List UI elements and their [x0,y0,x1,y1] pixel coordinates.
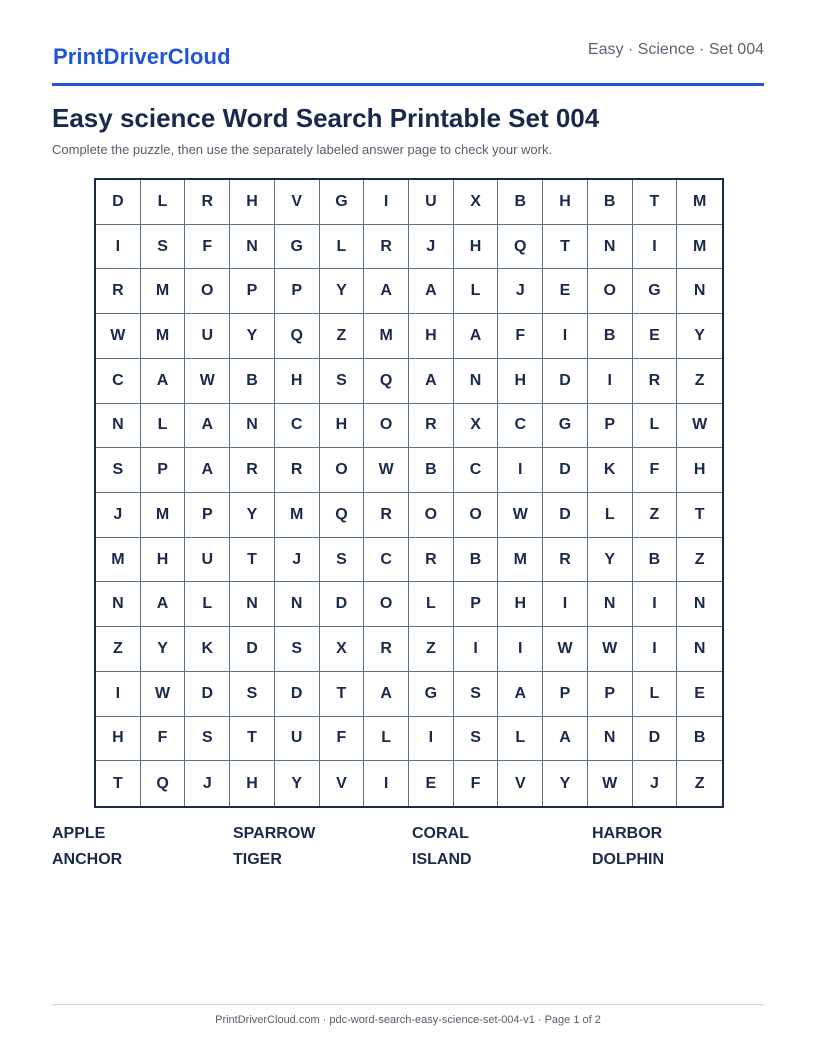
grid-cell: C [498,404,543,449]
grid-cell: R [409,538,454,583]
page-footer: PrintDriverCloud.com · pdc-word-search-easy-science-set-004-v1 · Page 1 of 2 [215,1014,601,1026]
grid-cell: N [230,404,275,449]
grid-cell: M [141,269,186,314]
grid-cell: U [185,538,230,583]
word-list-item: SPARROW [233,825,316,842]
grid-cell: W [185,359,230,404]
grid-cell: Q [141,761,186,806]
grid-cell: O [320,448,365,493]
grid-cell: S [96,448,141,493]
grid-cell: E [409,761,454,806]
grid-cell: C [364,538,409,583]
grid-cell: T [677,493,722,538]
grid-cell: A [543,717,588,762]
grid-cell: T [320,672,365,717]
grid-cell: M [677,180,722,225]
grid-cell: J [409,225,454,270]
word-list-item: CORAL [412,825,469,842]
grid-cell: O [364,582,409,627]
grid-cell: M [677,225,722,270]
grid-cell: L [141,404,186,449]
grid-cell: N [230,582,275,627]
grid-cell: K [185,627,230,672]
grid-cell: Y [230,314,275,359]
brand-logo: PrintDriverCloud [53,44,231,69]
grid-cell: A [454,314,499,359]
grid-cell: R [364,225,409,270]
word-list-item: APPLE [52,825,106,842]
grid-cell: I [543,582,588,627]
grid-cell: W [141,672,186,717]
grid-cell: N [230,225,275,270]
grid-cell: P [185,493,230,538]
grid-cell: S [320,538,365,583]
grid-cell: A [141,582,186,627]
grid-cell: R [364,627,409,672]
grid-cell: N [588,225,633,270]
grid-cell: Z [694,774,705,792]
grid-cell: D [185,672,230,717]
grid-cell: M [498,538,543,583]
grid-cell: I [498,448,543,493]
grid-cell: A [185,404,230,449]
grid-cell: H [543,180,588,225]
grid-cell: A [185,448,230,493]
grid-cell: I [409,717,454,762]
grid-cell: S [230,672,275,717]
word-list-item: DOLPHIN [592,851,664,868]
grid-cell: B [588,180,633,225]
grid-cell: L [141,180,186,225]
grid-cell: Y [543,761,588,806]
grid-cell: J [633,761,678,806]
grid-cell: R [230,448,275,493]
page-title: Easy science Word Search Printable Set 004 [52,103,600,133]
grid-cell: Z [96,627,141,672]
word-search-grid [94,178,724,808]
grid-cell: W [543,627,588,672]
grid-cell: T [96,761,141,806]
grid-cell: B [230,359,275,404]
grid-cell: L [633,404,678,449]
grid-cell: F [141,717,186,762]
grid-cell: F [185,225,230,270]
grid-cell: H [454,225,499,270]
grid-cell: H [320,404,365,449]
grid-cell: I [633,582,678,627]
grid-cell: I [588,359,633,404]
grid-cell: F [320,717,365,762]
grid-cell: P [141,448,186,493]
grid-cell: H [141,538,186,583]
grid-cell: R [543,538,588,583]
grid-cell: Y [320,269,365,314]
grid-cell: E [677,672,722,717]
grid-cell: J [275,538,320,583]
grid-cell: H [230,761,275,806]
grid-cell: D [543,448,588,493]
grid-cell: N [677,627,722,672]
grid-cell: O [185,269,230,314]
grid-cell: I [633,225,678,270]
grid-cell: S [320,359,365,404]
grid-cell: K [588,448,633,493]
grid-cell: R [185,180,230,225]
grid-cell: Y [230,493,275,538]
grid-cell: I [498,627,543,672]
grid-cell: E [633,314,678,359]
grid-cell: I [364,761,409,806]
grid-cell: D [96,180,141,225]
grid-cell: L [185,582,230,627]
grid-cell: C [96,359,141,404]
grid-cell: Z [677,359,722,404]
grid-cell: X [454,404,499,449]
grid-cell: L [454,269,499,314]
grid-cell: D [230,627,275,672]
grid-cell: Y [677,314,722,359]
grid-cell: B [633,538,678,583]
grid-cell: N [588,582,633,627]
grid-cell: D [320,582,365,627]
grid-cell: I [633,627,678,672]
grid-cell: Z [409,627,454,672]
grid-cell: I [96,672,141,717]
grid-cell: M [141,314,186,359]
grid-cell: G [633,269,678,314]
grid-cell: P [454,582,499,627]
grid-cell: R [409,404,454,449]
grid-cell: H [230,180,275,225]
grid-cell: R [364,493,409,538]
grid-cell: V [498,761,543,806]
grid-cell: B [677,717,722,762]
grid-cell: Q [498,225,543,270]
grid-cell: L [498,717,543,762]
grid-cell: W [588,627,633,672]
grid-cell: N [454,359,499,404]
grid-cell: W [677,404,722,449]
grid-cell: M [141,493,186,538]
grid-cell: T [633,180,678,225]
grid-cell: E [543,269,588,314]
word-list-item: TIGER [233,851,282,868]
grid-cell: G [409,672,454,717]
grid-cell: A [409,269,454,314]
grid-cell: C [454,448,499,493]
grid-cell: H [275,359,320,404]
grid-cell: W [498,493,543,538]
grid-cell: H [96,717,141,762]
breadcrumb: Easy · Science · Set 004 [587,41,764,58]
grid-cell: Y [275,761,320,806]
grid-cell: A [409,359,454,404]
grid-cell: Y [588,538,633,583]
grid-cell: R [633,359,678,404]
grid-cell: R [275,448,320,493]
grid-cell: I [454,627,499,672]
grid-cell: F [454,761,499,806]
header-divider [52,83,764,86]
grid-cell: B [409,448,454,493]
grid-cell: P [275,269,320,314]
grid-cell: Z [633,493,678,538]
grid-cell: W [588,761,633,806]
grid-cell: A [141,359,186,404]
grid-cell: V [320,761,365,806]
grid-cell: P [588,672,633,717]
grid-cell: N [588,717,633,762]
word-list-item: ANCHOR [52,851,123,868]
grid-cell: N [96,404,141,449]
grid-cell: H [409,314,454,359]
grid-cell: M [96,538,141,583]
grid-cell: N [677,582,722,627]
grid-cell: L [633,672,678,717]
grid-cell: Q [275,314,320,359]
grid-cell: I [96,225,141,270]
grid-cell: Z [677,538,722,583]
page-subtitle: Complete the puzzle, then use the separately labeled answer page to check your work. [52,142,553,157]
grid-cell: X [454,180,499,225]
grid-cell: G [275,225,320,270]
grid-cell: Z [320,314,365,359]
grid-cell: N [275,582,320,627]
grid-cell: U [185,314,230,359]
grid-cell: H [498,582,543,627]
grid-cell: S [185,717,230,762]
grid-cell: J [185,761,230,806]
grid-cell: B [498,180,543,225]
grid-cell: O [588,269,633,314]
grid-cell: F [633,448,678,493]
grid-cell: V [275,180,320,225]
grid-cell: P [543,672,588,717]
grid-cell: D [633,717,678,762]
grid-cell: Y [141,627,186,672]
grid-cell: F [498,314,543,359]
word-list [52,825,772,869]
grid-cell: G [320,180,365,225]
grid-cell: Q [364,359,409,404]
grid-cell: G [543,404,588,449]
grid-cell: O [454,493,499,538]
grid-cell: H [677,448,722,493]
grid-cell: P [588,404,633,449]
grid-cell: M [275,493,320,538]
grid-cell: A [364,672,409,717]
grid-cell: L [409,582,454,627]
grid-cell: D [543,493,588,538]
grid-cell: J [498,269,543,314]
grid-cell: T [543,225,588,270]
grid-cell: L [320,225,365,270]
grid-cell: W [96,314,141,359]
grid-cell: U [409,180,454,225]
grid-cell: T [230,538,275,583]
word-list-item: HARBOR [592,825,663,842]
footer-divider [52,1004,764,1005]
grid-cell: Q [320,493,365,538]
grid-cell: D [275,672,320,717]
grid-cell: A [364,269,409,314]
grid-cell: H [498,359,543,404]
grid-cell: S [454,717,499,762]
grid-cell: A [498,672,543,717]
grid-cell: T [230,717,275,762]
grid-cell: B [454,538,499,583]
grid-cell: N [677,269,722,314]
word-list-item: ISLAND [412,851,472,868]
grid-cell: X [320,627,365,672]
grid-cell: O [364,404,409,449]
grid-cell: S [454,672,499,717]
grid-cell: R [96,269,141,314]
grid-cell: O [409,493,454,538]
grid-cell: B [588,314,633,359]
grid-cell: S [141,225,186,270]
grid-cell: I [364,180,409,225]
grid-cell: L [364,717,409,762]
grid-cell: D [543,359,588,404]
grid-cell: J [96,493,141,538]
grid-cell: U [275,717,320,762]
grid-cell: N [96,582,141,627]
grid-cell: M [364,314,409,359]
grid-cell: I [543,314,588,359]
grid-cell: C [275,404,320,449]
grid-cell: P [230,269,275,314]
grid-cell: S [275,627,320,672]
grid-cell: L [588,493,633,538]
grid-cell: W [364,448,409,493]
